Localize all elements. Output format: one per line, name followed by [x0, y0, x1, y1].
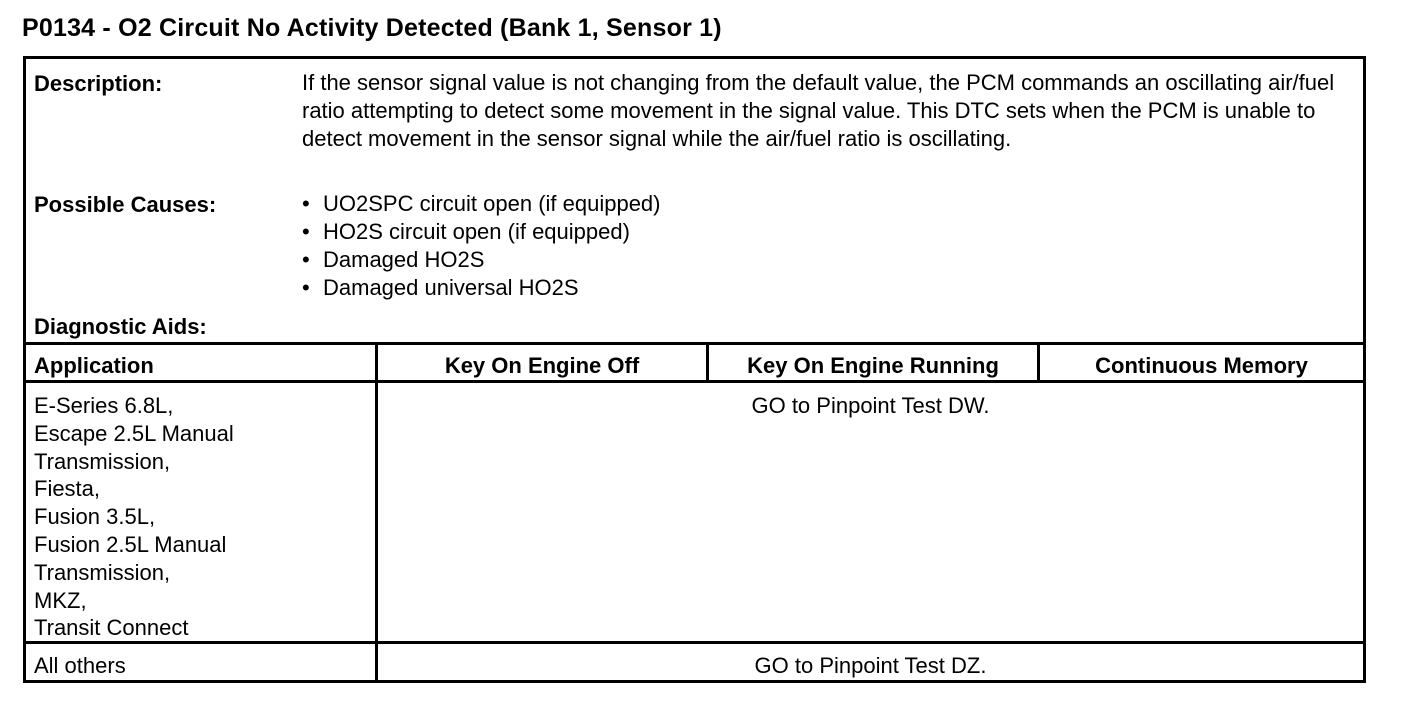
cause-item: • HO2S circuit open (if equipped)	[302, 218, 661, 246]
column-header-application: Application	[34, 353, 154, 378]
table-row-application: All others	[34, 653, 126, 678]
description-text: If the sensor signal value is not changing from the default value, the PCM commands an oscillating air/fuel ratio attempting to detect some movement in the signal value. This DTC sets when the PCM is unable to detect movement in the sensor signal while the air/fuel ratio is oscillating.	[302, 70, 1335, 151]
column-header-continuous-memory: Continuous Memory	[1095, 353, 1308, 378]
cause-item: • Damaged universal HO2S	[302, 274, 661, 302]
table-row-action: GO to Pinpoint Test DZ.	[754, 653, 987, 678]
dtc-table	[23, 56, 1366, 683]
application-line: Transit Connect	[34, 615, 189, 641]
cause-item: • Damaged HO2S	[302, 246, 661, 274]
application-line: Transmission,	[34, 448, 171, 474]
application-line: MKZ,	[34, 587, 87, 613]
possible-causes-list	[302, 190, 661, 302]
column-header-key-on-engine-off: Key On Engine Off	[444, 353, 640, 378]
possible-causes-label: Possible Causes:	[34, 192, 217, 217]
table-row-application	[34, 392, 234, 642]
table-divider	[26, 342, 1363, 345]
application-line: Transmission,	[34, 559, 171, 585]
application-line: Escape 2.5L Manual	[34, 420, 234, 446]
cause-item: • UO2SPC circuit open (if equipped)	[302, 190, 661, 218]
header-divider	[26, 380, 1363, 383]
description-label: Description:	[34, 71, 163, 96]
application-line: Fusion 3.5L,	[34, 504, 156, 530]
application-line: E-Series 6.8L,	[34, 393, 174, 418]
column-header-key-on-engine-running: Key On Engine Running	[747, 353, 999, 378]
page-title: P0134 - O2 Circuit No Activity Detected (Bank 1, Sensor 1)	[22, 14, 722, 42]
application-line: Fiesta,	[34, 476, 101, 502]
diagnostic-aids-label: Diagnostic Aids:	[34, 314, 207, 339]
application-line: Fusion 2.5L Manual	[34, 531, 227, 557]
table-row-action: GO to Pinpoint Test DW.	[751, 393, 990, 418]
